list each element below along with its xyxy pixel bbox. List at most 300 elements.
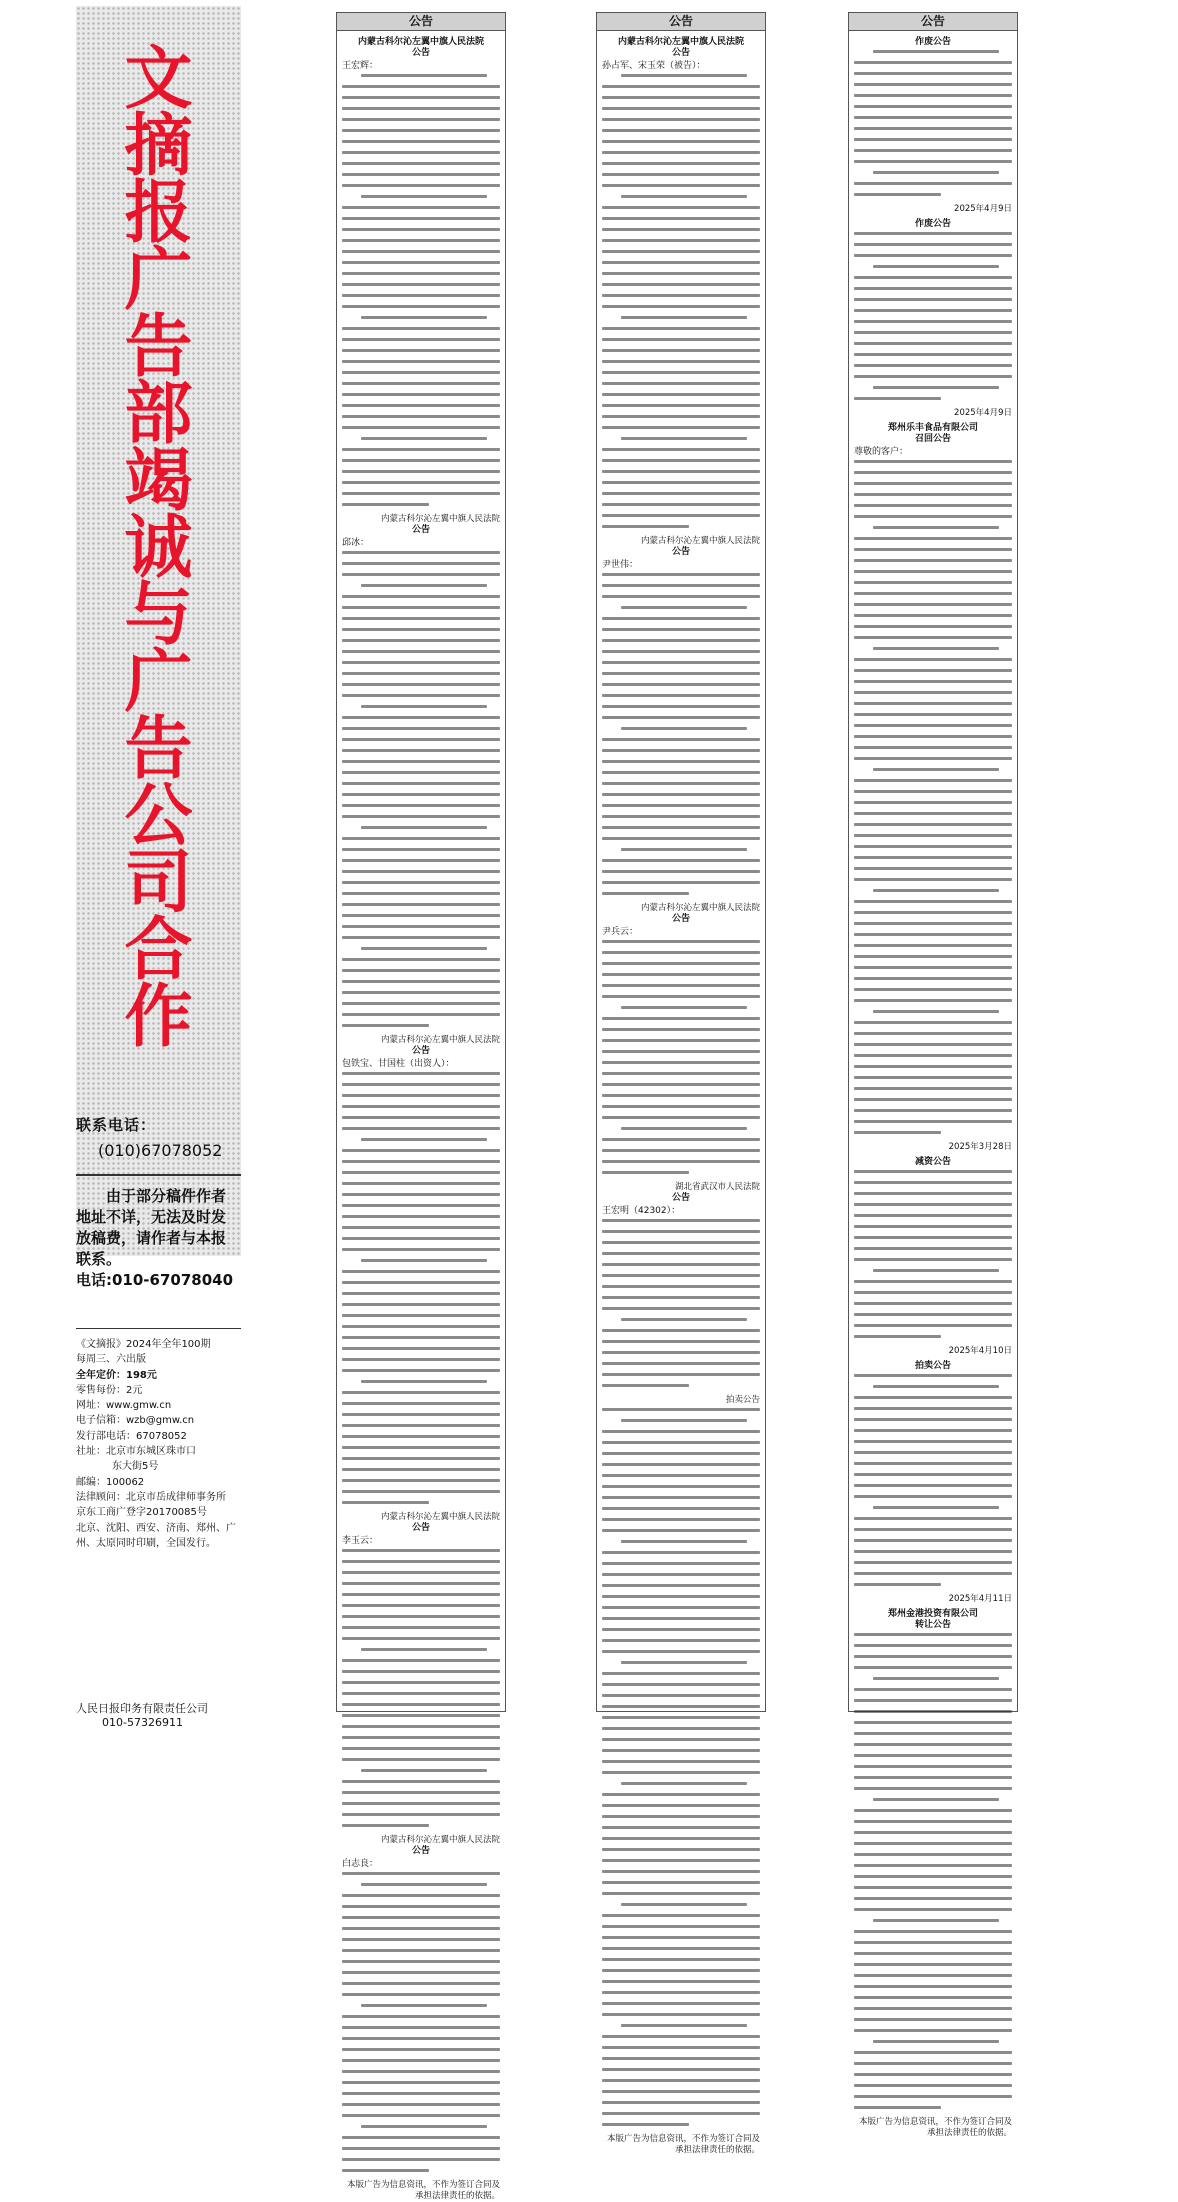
info-postcode: 邮编：100062 bbox=[76, 1476, 145, 1488]
text-line bbox=[854, 724, 1012, 727]
text-line bbox=[342, 1226, 500, 1229]
article-subtitle: 公告 bbox=[411, 525, 430, 535]
text-line bbox=[854, 1313, 1012, 1316]
text-line bbox=[342, 1013, 500, 1016]
text-line bbox=[854, 779, 1012, 782]
publication-info bbox=[76, 1337, 241, 1551]
text-line bbox=[342, 2059, 500, 2062]
text-line bbox=[342, 1024, 429, 1027]
text-line bbox=[342, 481, 500, 484]
text-line bbox=[602, 881, 760, 884]
text-line bbox=[342, 503, 429, 506]
text-line bbox=[602, 1072, 760, 1075]
text-line bbox=[602, 1285, 760, 1288]
text-line bbox=[602, 815, 760, 818]
text-line bbox=[342, 1127, 500, 1130]
text-line bbox=[602, 2013, 760, 2016]
text-line bbox=[854, 61, 1012, 64]
text-line bbox=[342, 969, 500, 972]
article-title: 内蒙古科尔沁左翼中旗人民法院 bbox=[617, 37, 744, 47]
text-line bbox=[854, 1517, 1012, 1520]
article-body bbox=[342, 551, 500, 1027]
text-line bbox=[854, 232, 1012, 235]
text-line bbox=[342, 1593, 500, 1596]
text-line bbox=[342, 1457, 500, 1460]
text-line bbox=[621, 195, 747, 198]
text-line bbox=[342, 749, 500, 752]
text-line bbox=[602, 1171, 689, 1174]
text-line bbox=[854, 1721, 1012, 1724]
text-line bbox=[854, 2051, 1012, 2054]
text-line bbox=[602, 1485, 760, 1488]
text-line bbox=[602, 85, 760, 88]
text-line bbox=[342, 1894, 500, 1897]
banner-char: 司 bbox=[124, 844, 193, 923]
article-signature: 2025年4月9日 bbox=[954, 204, 1012, 214]
text-line bbox=[854, 966, 1012, 969]
text-line bbox=[854, 94, 1012, 97]
text-line bbox=[854, 105, 1012, 108]
article-subtitle: 公告 bbox=[411, 1846, 430, 1856]
text-line bbox=[342, 595, 500, 598]
text-line bbox=[602, 2079, 760, 2082]
text-line bbox=[854, 1335, 941, 1338]
text-line bbox=[602, 1094, 760, 1097]
text-line bbox=[854, 933, 1012, 936]
text-line bbox=[854, 1203, 1012, 1206]
text-line bbox=[873, 386, 999, 389]
text-line bbox=[602, 1551, 760, 1554]
text-line bbox=[854, 988, 1012, 991]
text-line bbox=[602, 683, 760, 686]
banner-char: 广 bbox=[124, 643, 193, 722]
text-line bbox=[602, 305, 760, 308]
text-line bbox=[361, 826, 487, 829]
text-line bbox=[854, 1996, 1012, 1999]
notice-article bbox=[342, 1846, 500, 2202]
text-line bbox=[602, 1340, 760, 1343]
text-line bbox=[342, 1927, 500, 1930]
article-title: 拍卖公告 bbox=[914, 1361, 951, 1371]
info-address: 社址：北京市东城区珠市口 bbox=[76, 1446, 196, 1458]
text-line bbox=[854, 1043, 1012, 1046]
text-line bbox=[602, 1848, 760, 1851]
text-line bbox=[342, 1791, 500, 1794]
article-signature: 内蒙古科尔沁左翼中旗人民法院 bbox=[640, 903, 760, 913]
text-line bbox=[342, 606, 500, 609]
text-line bbox=[621, 74, 747, 77]
text-line bbox=[342, 815, 500, 818]
text-line bbox=[854, 397, 941, 400]
notice-column-1 bbox=[336, 12, 506, 2201]
text-line bbox=[342, 1479, 500, 1482]
text-line bbox=[602, 1716, 760, 1719]
text-line bbox=[342, 1391, 500, 1394]
text-line bbox=[602, 1749, 760, 1752]
text-line bbox=[854, 1120, 1012, 1123]
text-line bbox=[342, 925, 500, 928]
text-line bbox=[342, 85, 500, 88]
text-line bbox=[602, 826, 760, 829]
article-signature: 内蒙古科尔沁左翼中旗人民法院 bbox=[380, 1835, 500, 1845]
info-address-2: 东大街5号 bbox=[112, 1461, 159, 1473]
text-line bbox=[342, 1501, 429, 1504]
text-line bbox=[342, 1960, 500, 1963]
text-line bbox=[361, 195, 487, 198]
article-body bbox=[602, 1219, 760, 1387]
text-line bbox=[854, 2106, 941, 2109]
banner-char: 广 bbox=[124, 241, 193, 320]
text-line bbox=[342, 628, 500, 631]
text-line bbox=[602, 1760, 760, 1763]
text-line bbox=[854, 1451, 1012, 1454]
text-line bbox=[873, 768, 999, 771]
text-line bbox=[342, 2092, 500, 2095]
text-line bbox=[342, 1149, 500, 1152]
text-line bbox=[342, 129, 500, 132]
info-printing: 北京、沈阳、西安、济南、郑州、广州、太原同时印刷，全国发行。 bbox=[76, 1522, 236, 1549]
text-line bbox=[342, 459, 500, 462]
text-line bbox=[854, 1561, 1012, 1564]
text-line bbox=[602, 327, 760, 330]
text-line bbox=[361, 947, 487, 950]
text-line bbox=[854, 1820, 1012, 1823]
text-line bbox=[342, 793, 500, 796]
text-line bbox=[342, 360, 500, 363]
text-line bbox=[854, 559, 1012, 562]
text-line bbox=[342, 1637, 500, 1640]
text-line bbox=[602, 2046, 760, 2049]
text-line bbox=[854, 138, 1012, 141]
text-line bbox=[342, 782, 500, 785]
text-line bbox=[342, 1369, 500, 1372]
text-line bbox=[602, 1793, 760, 1796]
text-line bbox=[854, 1666, 1012, 1669]
text-line bbox=[342, 250, 500, 253]
text-line bbox=[602, 228, 760, 231]
text-line bbox=[602, 129, 760, 132]
text-line bbox=[342, 2081, 500, 2084]
notice-article bbox=[602, 37, 760, 547]
article-title: 作废公告 bbox=[914, 37, 951, 47]
text-line bbox=[854, 72, 1012, 75]
text-line bbox=[602, 1274, 760, 1277]
text-line bbox=[854, 1963, 1012, 1966]
text-line bbox=[602, 448, 760, 451]
text-line bbox=[342, 694, 500, 697]
banner-char: 报 bbox=[124, 174, 193, 253]
text-line bbox=[854, 482, 1012, 485]
text-line bbox=[342, 272, 500, 275]
text-line bbox=[602, 1452, 760, 1455]
text-line bbox=[602, 503, 760, 506]
text-line bbox=[854, 83, 1012, 86]
article-signature: 本版广告为信息资讯，不作为签订合同及承担法律责任的依据。 bbox=[858, 2117, 1012, 2138]
text-line bbox=[602, 261, 760, 264]
article-signature: 内蒙古科尔沁左翼中旗人民法院 bbox=[380, 1035, 500, 1045]
text-line bbox=[854, 537, 1012, 540]
text-line bbox=[602, 459, 760, 462]
text-line bbox=[342, 1413, 500, 1416]
text-line bbox=[602, 2112, 760, 2115]
text-line bbox=[602, 1105, 760, 1108]
text-line bbox=[602, 1496, 760, 1499]
text-line bbox=[342, 980, 500, 983]
text-line bbox=[602, 1694, 760, 1697]
notice-article bbox=[854, 1361, 1012, 1605]
article-body bbox=[854, 1374, 1012, 1586]
text-line bbox=[602, 1252, 760, 1255]
text-line bbox=[602, 1573, 760, 1576]
text-line bbox=[602, 1474, 760, 1477]
article-addressee: 尊敬的客户： bbox=[854, 447, 909, 457]
text-line bbox=[602, 995, 760, 998]
text-line bbox=[602, 1969, 760, 1972]
text-line bbox=[602, 1991, 760, 1994]
banner-char: 与 bbox=[124, 576, 193, 655]
text-line bbox=[854, 1853, 1012, 1856]
text-line bbox=[342, 371, 500, 374]
article-subtitle: 公告 bbox=[411, 1046, 430, 1056]
printer-name: 人民日报印务有限责任公司 bbox=[76, 1702, 208, 1715]
text-line bbox=[602, 1804, 760, 1807]
article-body bbox=[854, 232, 1012, 400]
column-header: 公告 bbox=[597, 13, 765, 31]
text-line bbox=[342, 1424, 500, 1427]
text-line bbox=[602, 2090, 760, 2093]
text-line bbox=[602, 492, 760, 495]
text-line bbox=[854, 1875, 1012, 1878]
text-line bbox=[361, 1769, 487, 1772]
text-line bbox=[342, 162, 500, 165]
text-line bbox=[361, 2004, 487, 2007]
text-line bbox=[342, 184, 500, 187]
article-signature: 本版广告为信息资讯，不作为签订合同及承担法律责任的依据。 bbox=[606, 2134, 760, 2155]
author-notice-text: 由于部分稿件作者地址不详，无法及时发放稿费，请作者与本报联系。 bbox=[76, 1187, 227, 1268]
text-line bbox=[621, 1540, 747, 1543]
text-line bbox=[854, 1109, 1012, 1112]
text-line bbox=[602, 595, 760, 598]
column-header: 公告 bbox=[849, 13, 1017, 31]
text-line bbox=[342, 903, 500, 906]
text-line bbox=[854, 127, 1012, 130]
text-line bbox=[342, 1725, 500, 1728]
text-line bbox=[854, 603, 1012, 606]
text-line bbox=[342, 1982, 500, 1985]
text-line bbox=[602, 1463, 760, 1466]
article-body bbox=[854, 1170, 1012, 1338]
text-line bbox=[854, 790, 1012, 793]
text-line bbox=[602, 184, 760, 187]
text-line bbox=[602, 716, 760, 719]
text-line bbox=[342, 2158, 500, 2161]
notice-column-3 bbox=[848, 12, 1018, 2138]
text-line bbox=[342, 892, 500, 895]
text-line bbox=[854, 1374, 1012, 1377]
text-line bbox=[602, 118, 760, 121]
text-line bbox=[854, 2062, 1012, 2065]
text-line bbox=[854, 1418, 1012, 1421]
article-signature: 内蒙古科尔沁左翼中旗人民法院 bbox=[640, 536, 760, 546]
text-line bbox=[342, 1105, 500, 1108]
text-line bbox=[342, 118, 500, 121]
text-line bbox=[854, 1539, 1012, 1542]
printer-info bbox=[76, 1702, 241, 1730]
text-line bbox=[602, 1384, 689, 1387]
text-line bbox=[602, 283, 760, 286]
article-addressee: 包铁宝、甘国柱（出资人）： bbox=[342, 1059, 455, 1069]
text-line bbox=[342, 1292, 500, 1295]
banner-char: 告 bbox=[124, 710, 193, 789]
text-line bbox=[854, 1930, 1012, 1933]
text-line bbox=[342, 1336, 500, 1339]
text-line bbox=[342, 173, 500, 176]
text-line bbox=[342, 1083, 500, 1086]
text-line bbox=[854, 625, 1012, 628]
text-line bbox=[873, 1010, 999, 1013]
text-line bbox=[854, 1710, 1012, 1713]
article-addressee: 尹兵云： bbox=[602, 927, 639, 937]
text-line bbox=[854, 1429, 1012, 1432]
text-line bbox=[342, 1182, 500, 1185]
article-addressee: 李玉云： bbox=[342, 1536, 379, 1546]
author-notice bbox=[76, 1174, 241, 1329]
article-signature: 内蒙古科尔沁左翼中旗人民法院 bbox=[380, 514, 500, 524]
text-line bbox=[602, 1958, 760, 1961]
text-line bbox=[342, 1681, 500, 1684]
text-line bbox=[602, 514, 760, 517]
text-line bbox=[602, 1881, 760, 1884]
text-line bbox=[342, 1582, 500, 1585]
text-line bbox=[602, 2123, 689, 2126]
text-line bbox=[602, 1160, 760, 1163]
text-line bbox=[602, 1529, 760, 1532]
text-line bbox=[854, 1699, 1012, 1702]
text-line bbox=[602, 1219, 760, 1222]
text-line bbox=[873, 171, 999, 174]
text-line bbox=[621, 1127, 747, 1130]
text-line bbox=[873, 1919, 999, 1922]
text-line bbox=[602, 1039, 760, 1042]
text-line bbox=[602, 793, 760, 796]
text-line bbox=[342, 2026, 500, 2029]
notice-article bbox=[602, 1408, 760, 2156]
text-line bbox=[854, 2018, 1012, 2021]
text-line bbox=[854, 1941, 1012, 1944]
text-line bbox=[873, 1677, 999, 1680]
text-line bbox=[342, 848, 500, 851]
text-line bbox=[342, 1490, 500, 1493]
text-line bbox=[602, 859, 760, 862]
text-line bbox=[342, 760, 500, 763]
text-line bbox=[854, 1324, 1012, 1327]
text-line bbox=[854, 515, 1012, 518]
article-body bbox=[342, 74, 500, 506]
text-line bbox=[602, 1138, 760, 1141]
article-subtitle: 公告 bbox=[411, 48, 430, 58]
article-body bbox=[342, 1072, 500, 1504]
text-line bbox=[342, 650, 500, 653]
text-line bbox=[342, 1615, 500, 1618]
text-line bbox=[602, 415, 760, 418]
text-line bbox=[342, 1780, 500, 1783]
text-line bbox=[602, 984, 760, 987]
text-line bbox=[602, 672, 760, 675]
text-line bbox=[873, 526, 999, 529]
text-line bbox=[602, 1230, 760, 1233]
info-legal-counsel: 法律顾问：北京市岳成律师事务所 bbox=[76, 1491, 226, 1503]
text-line bbox=[602, 217, 760, 220]
info-annual-price: 全年定价：198元 bbox=[76, 1369, 157, 1381]
text-line bbox=[854, 320, 1012, 323]
text-line bbox=[342, 1248, 500, 1251]
text-line bbox=[602, 162, 760, 165]
article-subtitle: 转让公告 bbox=[914, 1620, 951, 1630]
text-line bbox=[602, 628, 760, 631]
notice-article bbox=[854, 37, 1012, 215]
text-line bbox=[342, 661, 500, 664]
text-line bbox=[621, 2024, 747, 2027]
text-line bbox=[602, 1826, 760, 1829]
text-line bbox=[602, 250, 760, 253]
article-subtitle: 公告 bbox=[411, 1523, 430, 1533]
article-body bbox=[602, 940, 760, 1174]
banner-char: 诚 bbox=[124, 509, 193, 588]
article-addressee: 白志良： bbox=[342, 1859, 379, 1869]
text-line bbox=[342, 107, 500, 110]
text-line bbox=[342, 727, 500, 730]
text-line bbox=[342, 738, 500, 741]
text-line bbox=[342, 2103, 500, 2106]
text-line bbox=[854, 2073, 1012, 2076]
text-line bbox=[342, 2169, 429, 2172]
text-line bbox=[342, 404, 500, 407]
text-line bbox=[602, 1351, 760, 1354]
text-line bbox=[342, 562, 500, 565]
text-line bbox=[342, 393, 500, 396]
text-line bbox=[854, 1407, 1012, 1410]
text-line bbox=[854, 1087, 1012, 1090]
text-line bbox=[342, 1703, 500, 1706]
text-line bbox=[361, 1259, 487, 1262]
text-line bbox=[342, 881, 500, 884]
text-line bbox=[854, 243, 1012, 246]
text-line bbox=[342, 1072, 500, 1075]
text-line bbox=[342, 716, 500, 719]
notice-article bbox=[342, 1523, 500, 1846]
notice-article bbox=[854, 1609, 1012, 2139]
text-line bbox=[602, 96, 760, 99]
text-line bbox=[854, 1754, 1012, 1757]
text-line bbox=[602, 1441, 760, 1444]
banner-char: 合 bbox=[124, 911, 193, 990]
printer-phone: 010-57326911 bbox=[102, 1716, 183, 1729]
text-line bbox=[621, 848, 747, 851]
text-line bbox=[602, 107, 760, 110]
text-line bbox=[342, 206, 500, 209]
text-line bbox=[342, 1325, 500, 1328]
text-line bbox=[342, 1670, 500, 1673]
text-line bbox=[621, 1782, 747, 1785]
text-line bbox=[342, 492, 500, 495]
text-line bbox=[854, 116, 1012, 119]
text-line bbox=[342, 338, 500, 341]
text-line bbox=[602, 1116, 760, 1119]
article-body bbox=[342, 1549, 500, 1827]
text-line bbox=[602, 892, 689, 895]
text-line bbox=[342, 2037, 500, 2040]
text-line bbox=[602, 804, 760, 807]
